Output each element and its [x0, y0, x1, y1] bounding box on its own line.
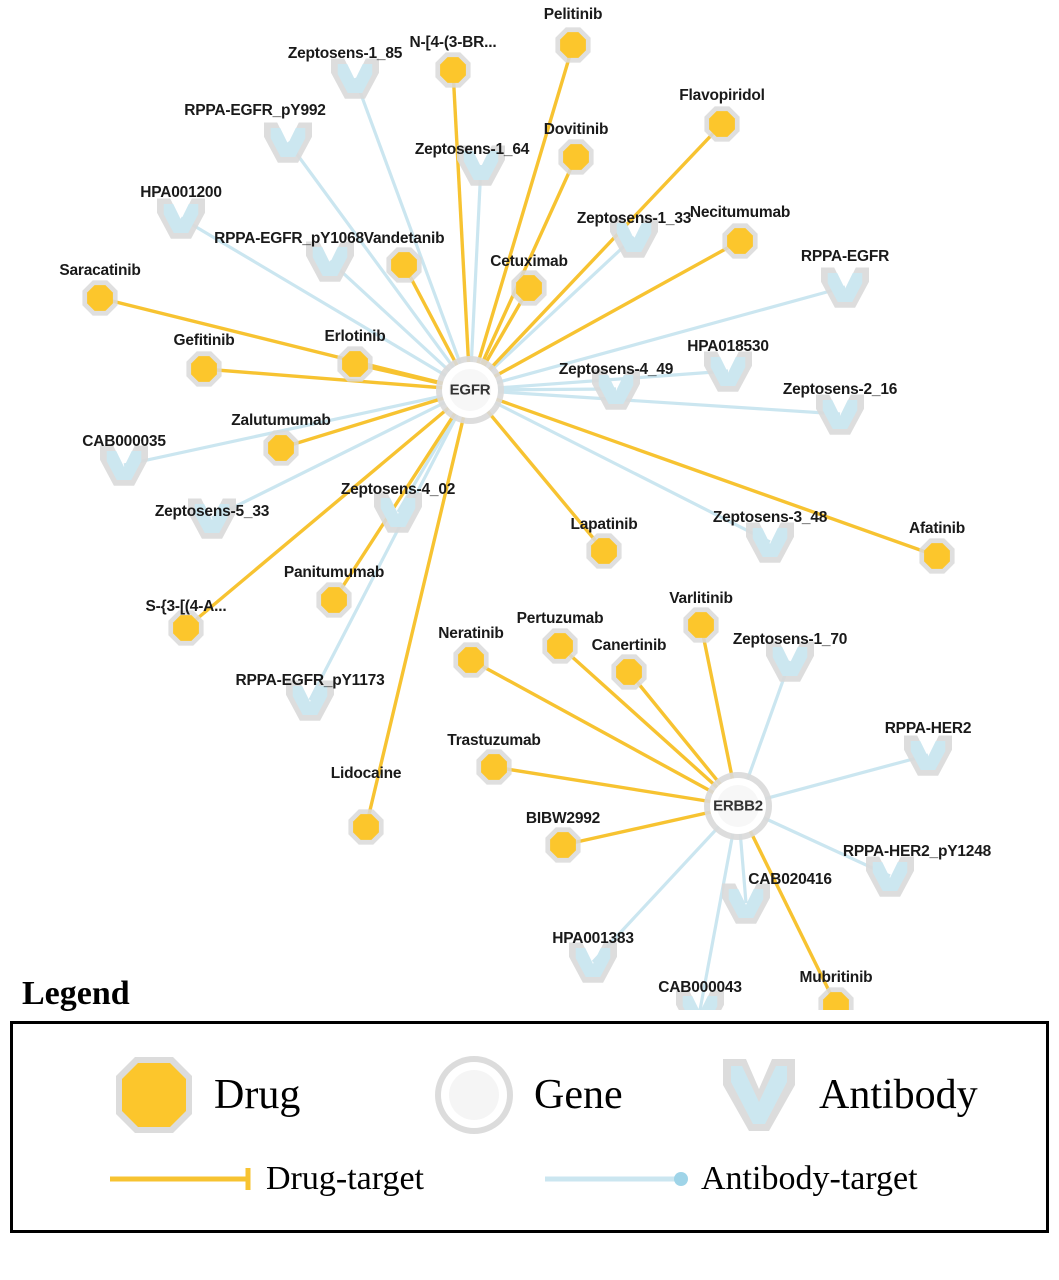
node-label: Lidocaine: [330, 765, 402, 782]
node-label: Zeptosens-5_33: [154, 503, 270, 520]
node-label: RPPA-HER2_pY1248: [842, 843, 992, 860]
drug-node[interactable]: [348, 809, 383, 844]
drug-node[interactable]: [511, 270, 546, 305]
node-label: EGFR: [449, 381, 491, 399]
node-label: Flavopiridol: [679, 87, 765, 104]
node-label: Zeptosens-1_70: [732, 631, 848, 648]
node-label: Zeptosens-4_02: [340, 481, 456, 498]
node-label: S-{3-[(4-A...: [145, 598, 227, 615]
node-label: Panitumumab: [283, 564, 385, 581]
node-label: CAB020416: [748, 871, 832, 888]
legend: [0, 975, 1059, 1233]
legend-label-antibody-target: Antibody-target: [701, 1160, 918, 1197]
node-label: Zalutumumab: [231, 412, 331, 429]
node-label: Zeptosens-2_16: [782, 381, 898, 398]
antibody-icon: [713, 1049, 805, 1141]
node-label: Afatinib: [908, 520, 966, 537]
drug-node[interactable]: [263, 430, 298, 465]
legend-item-drug: [108, 1049, 300, 1141]
node-label: RPPA-HER2: [884, 720, 972, 737]
node-label: Necitumumab: [689, 204, 791, 221]
drug-icon: [108, 1049, 200, 1141]
node-label: Zeptosens-1_85: [287, 45, 403, 62]
legend-shapes-row: [13, 1044, 1046, 1144]
drug-node[interactable]: [337, 346, 372, 381]
legend-item-gene: [428, 1049, 623, 1141]
node-label: Zeptosens-4_49: [558, 361, 674, 378]
node-label: Lapatinib: [570, 516, 638, 533]
antibody-node[interactable]: [746, 523, 794, 563]
edge-drug-target: [453, 70, 470, 390]
legend-edges-row: [13, 1160, 1046, 1220]
node-label: Mubritinib: [799, 969, 873, 986]
drug-node[interactable]: [586, 533, 621, 568]
node-label: BIBW2992: [525, 810, 601, 827]
legend-item-drug-target: [108, 1160, 424, 1198]
edge-drug-target: [470, 45, 573, 390]
node-label: Pelitinib: [543, 6, 603, 23]
node-label: Zeptosens-3_48: [712, 509, 828, 526]
legend-item-antibody: [713, 1049, 978, 1141]
drug-node[interactable]: [542, 628, 577, 663]
gene-icon: [428, 1049, 520, 1141]
drug-node[interactable]: [722, 223, 757, 258]
node-label: CAB000035: [82, 433, 166, 450]
edge-drug-target: [366, 390, 470, 827]
node-label: Zeptosens-1_33: [576, 210, 692, 227]
node-label: Canertinib: [591, 637, 667, 654]
node-label: HPA001383: [552, 930, 634, 947]
node-label: Varlitinib: [669, 590, 733, 607]
legend-title: Legend: [22, 975, 130, 1012]
drug-node[interactable]: [558, 139, 593, 174]
node-label: Trastuzumab: [447, 732, 541, 749]
drug-node[interactable]: [919, 538, 954, 573]
node-label: CAB000043: [658, 979, 742, 996]
drug-target-edge-icon: [108, 1162, 256, 1196]
drug-node[interactable]: [683, 607, 718, 642]
legend-label-drug: Drug: [214, 1072, 301, 1118]
drug-node[interactable]: [316, 582, 351, 617]
node-label: RPPA-EGFR_pY992: [184, 102, 326, 119]
node-label: Vandetanib: [363, 230, 445, 247]
legend-label-antibody: Antibody: [819, 1072, 978, 1118]
node-label: HPA001200: [140, 184, 222, 201]
node-label: HPA018530: [687, 338, 769, 355]
node-label: RPPA-EGFR: [800, 248, 890, 265]
drug-node[interactable]: [545, 827, 580, 862]
antibody-target-edge-icon: [543, 1162, 691, 1196]
drug-node[interactable]: [435, 52, 470, 87]
node-label: ERBB2: [713, 797, 763, 815]
drug-node[interactable]: [555, 27, 590, 62]
node-label: Erlotinib: [324, 328, 386, 345]
node-label: RPPA-EGFR_pY1068: [214, 230, 364, 247]
drug-node[interactable]: [476, 749, 511, 784]
antibody-node[interactable]: [100, 446, 148, 486]
drug-node[interactable]: [186, 351, 221, 386]
node-label: Cetuximab: [490, 253, 568, 270]
antibody-node[interactable]: [866, 857, 914, 897]
node-label: Pertuzumab: [516, 610, 604, 627]
edge-antibody-target: [310, 390, 470, 700]
drug-node[interactable]: [82, 280, 117, 315]
drug-node[interactable]: [611, 654, 646, 689]
node-label: N-[4-(3-BR...: [409, 34, 497, 51]
antibody-node[interactable]: [816, 395, 864, 435]
legend-item-antibody-target: [543, 1160, 918, 1198]
drug-node[interactable]: [386, 247, 421, 282]
node-label: Gefitinib: [173, 332, 235, 349]
drug-node[interactable]: [453, 642, 488, 677]
legend-label-gene: Gene: [534, 1072, 623, 1118]
node-label: Saracatinib: [59, 262, 141, 279]
drug-node[interactable]: [704, 106, 739, 141]
legend-box: [10, 1021, 1049, 1233]
node-label: Neratinib: [438, 625, 504, 642]
node-label: RPPA-EGFR_pY1173: [235, 672, 385, 689]
node-label: Dovitinib: [543, 121, 609, 138]
legend-label-drug-target: Drug-target: [266, 1160, 424, 1197]
node-label: Zeptosens-1_64: [414, 141, 530, 158]
